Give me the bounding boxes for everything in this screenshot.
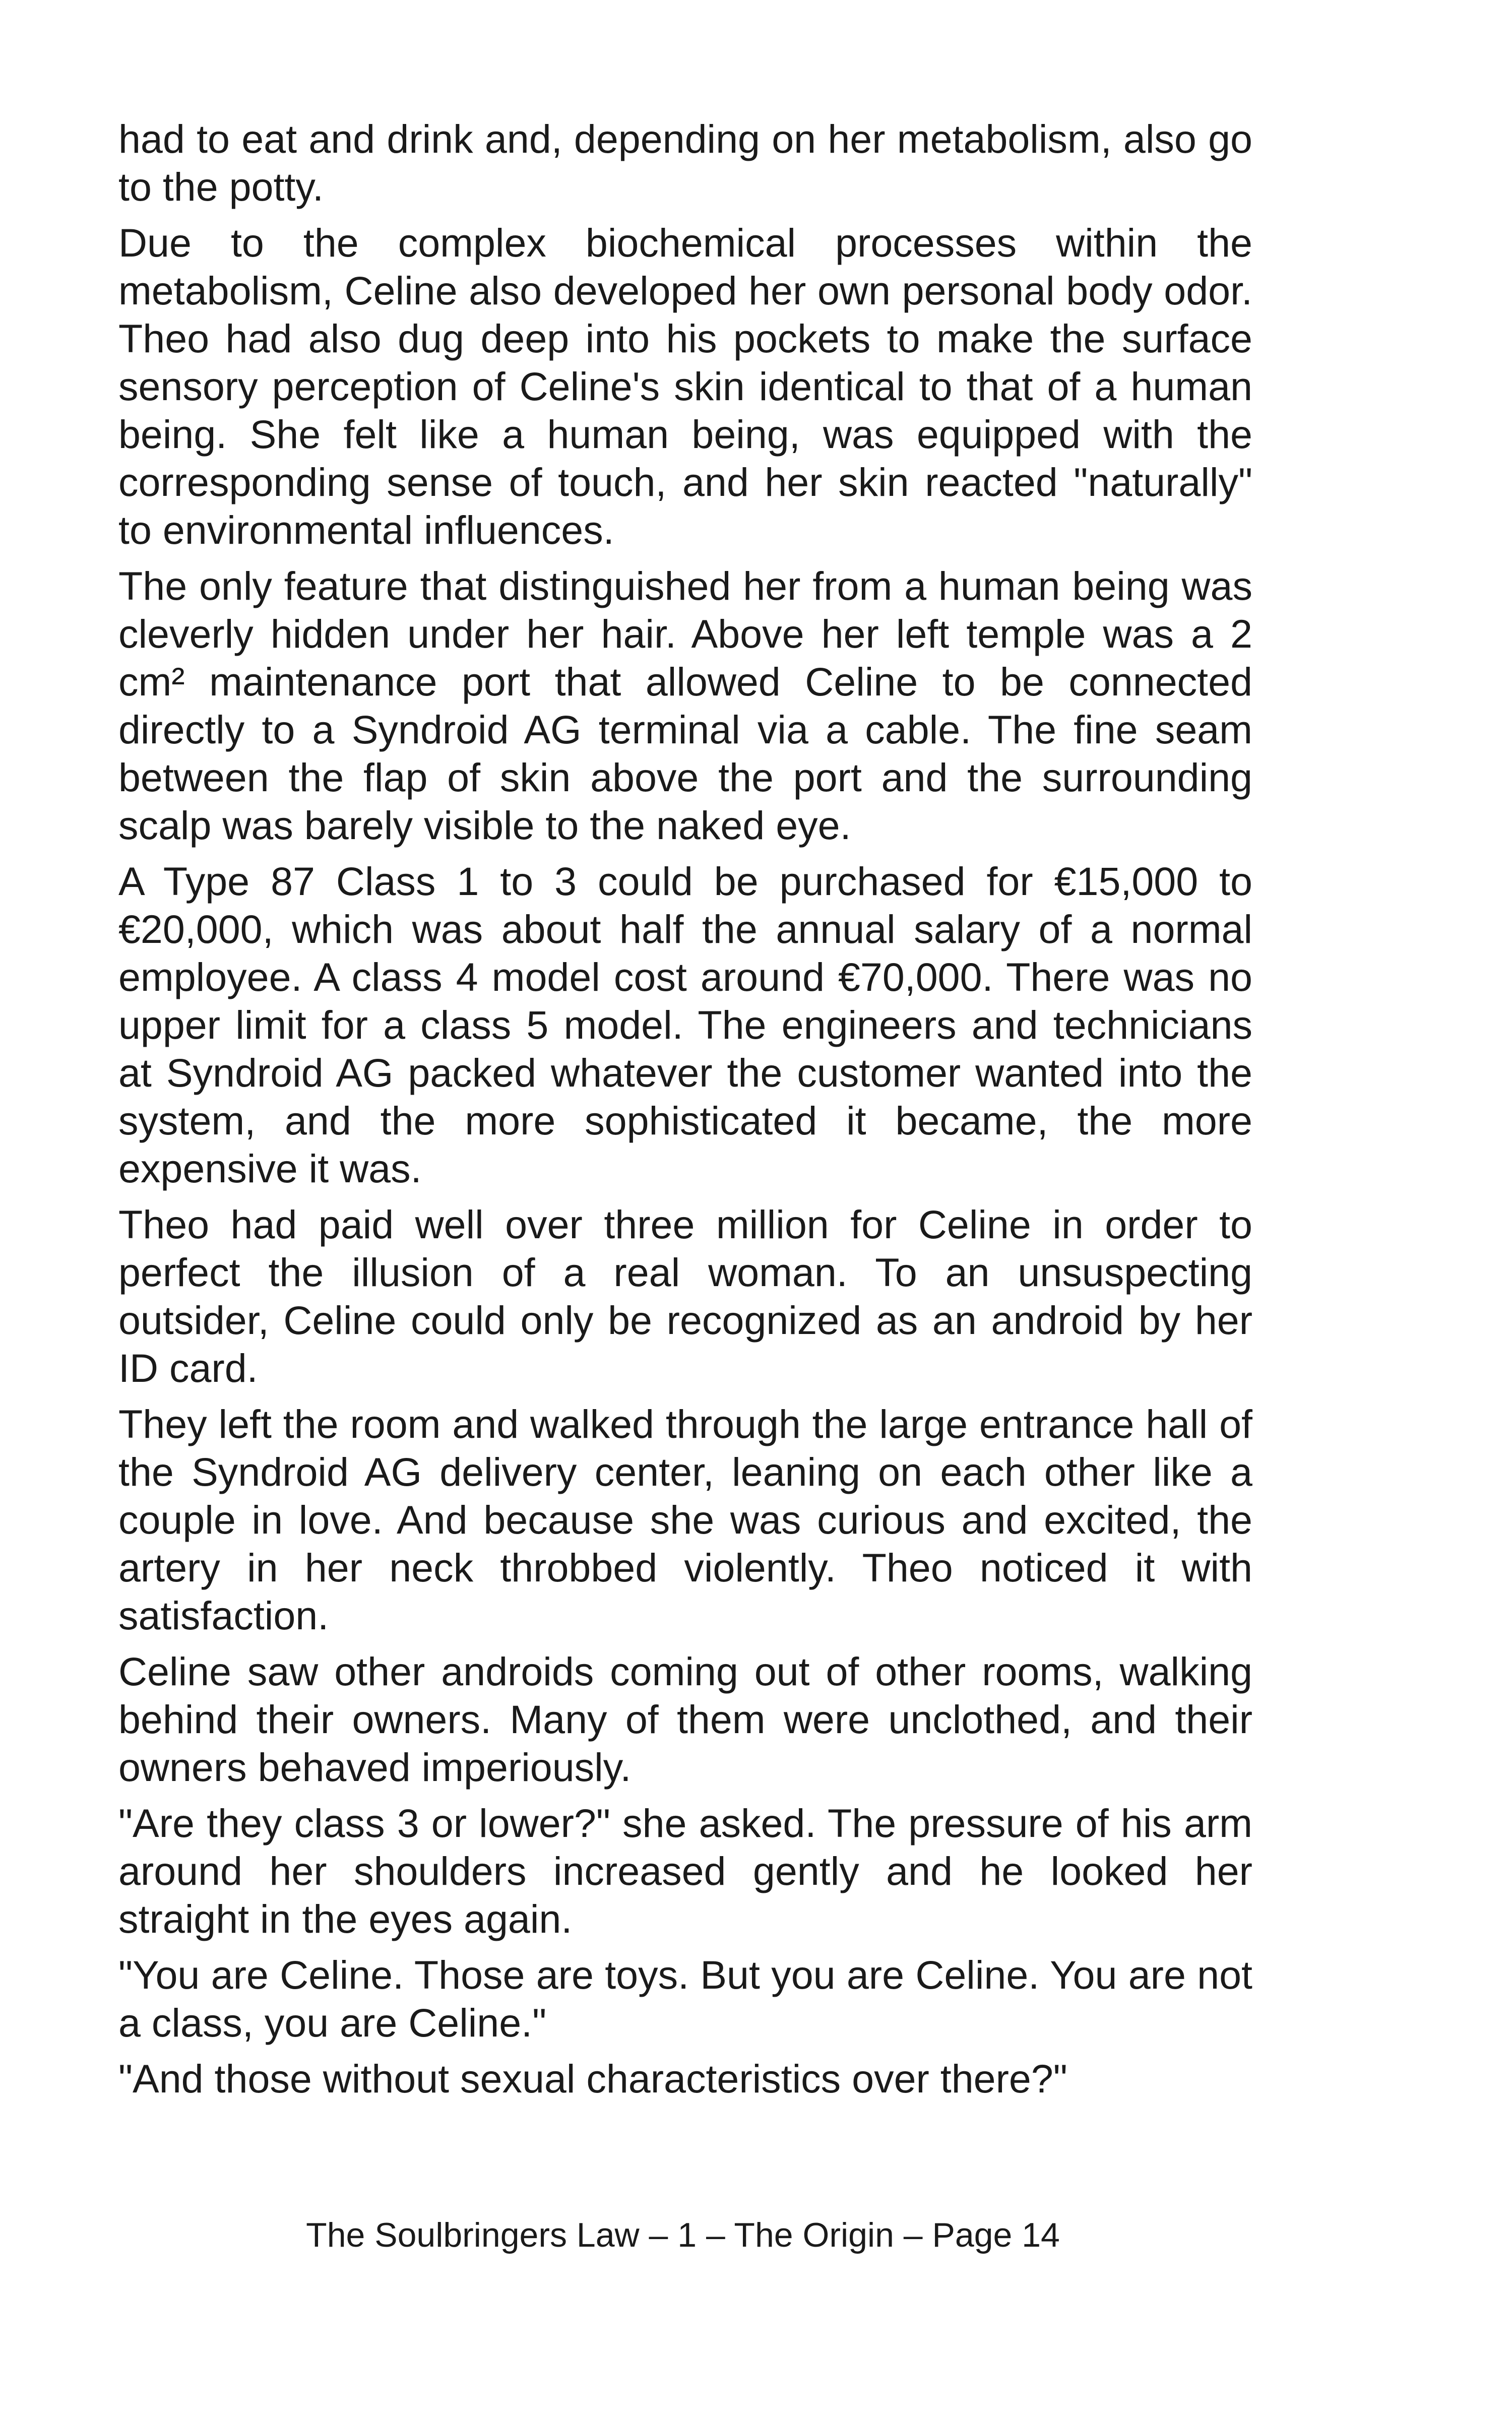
paragraph: A Type 87 Class 1 to 3 could be purchased for €15,000 to €20,000, which was about half the annual salary of a normal employee. A class 4 model cost around €70,000. There was no upper limit for a class 5 model. The engineers and technicians at Syndroid AG packed whatever the customer wanted into the system, and the more sophisticated it became, the more expensive it was. xyxy=(118,859,1252,1191)
paragraph: Celine saw other androids coming out of other rooms, walking behind their owners. Many of them were unclothed, and their owners behaved imperiously. xyxy=(118,1649,1252,1790)
paragraph: "And those without sexual characteristics over there?" xyxy=(118,2056,1067,2101)
body-text xyxy=(118,115,1252,2111)
paragraph: The only feature that distinguished her from a human being was cleverly hidden under her hair. Above her left temple was a 2 cm² maintenance port that allowed Celine to be connected directly to a Syndroid AG terminal via a cable. The fine seam between the flap of skin above the port and the surrounding scalp was barely visible to the naked eye. xyxy=(118,563,1252,848)
paragraph: "You are Celine. Those are toys. But you are Celine. You are not a class, you are Celine." xyxy=(118,1952,1252,2045)
paragraph: Theo had paid well over three million for Celine in order to perfect the illusion of a real woman. To an unsuspecting outsider, Celine could only be recognized as an android by her ID card. xyxy=(118,1202,1252,1390)
paragraph: "Are they class 3 or lower?" she asked. The pressure of his arm around her shoulders increased gently and he looked her straight in the eyes again. xyxy=(118,1801,1252,1941)
paragraph: Due to the complex biochemical processes within the metabolism, Celine also developed her own personal body odor. Theo had also dug deep into his pockets to make the surface sensory perception of Celine's skin identical to that of a human being. She felt like a human being, was equipped with the corresponding sense of touch, and her skin reacted "naturally" to environmental influences. xyxy=(118,220,1252,552)
paragraph: They left the room and walked through the large entrance hall of the Syndroid AG delivery center, leaning on each other like a couple in love. And because she was curious and excited, the artery in her neck throbbed violently. Theo noticed it with satisfaction. xyxy=(118,1402,1252,1638)
page-footer: The Soulbringers Law – 1 – The Origin – Page 14 xyxy=(306,2216,1060,2254)
paragraph: had to eat and drink and, depending on her metabolism, also go to the potty. xyxy=(118,116,1252,209)
